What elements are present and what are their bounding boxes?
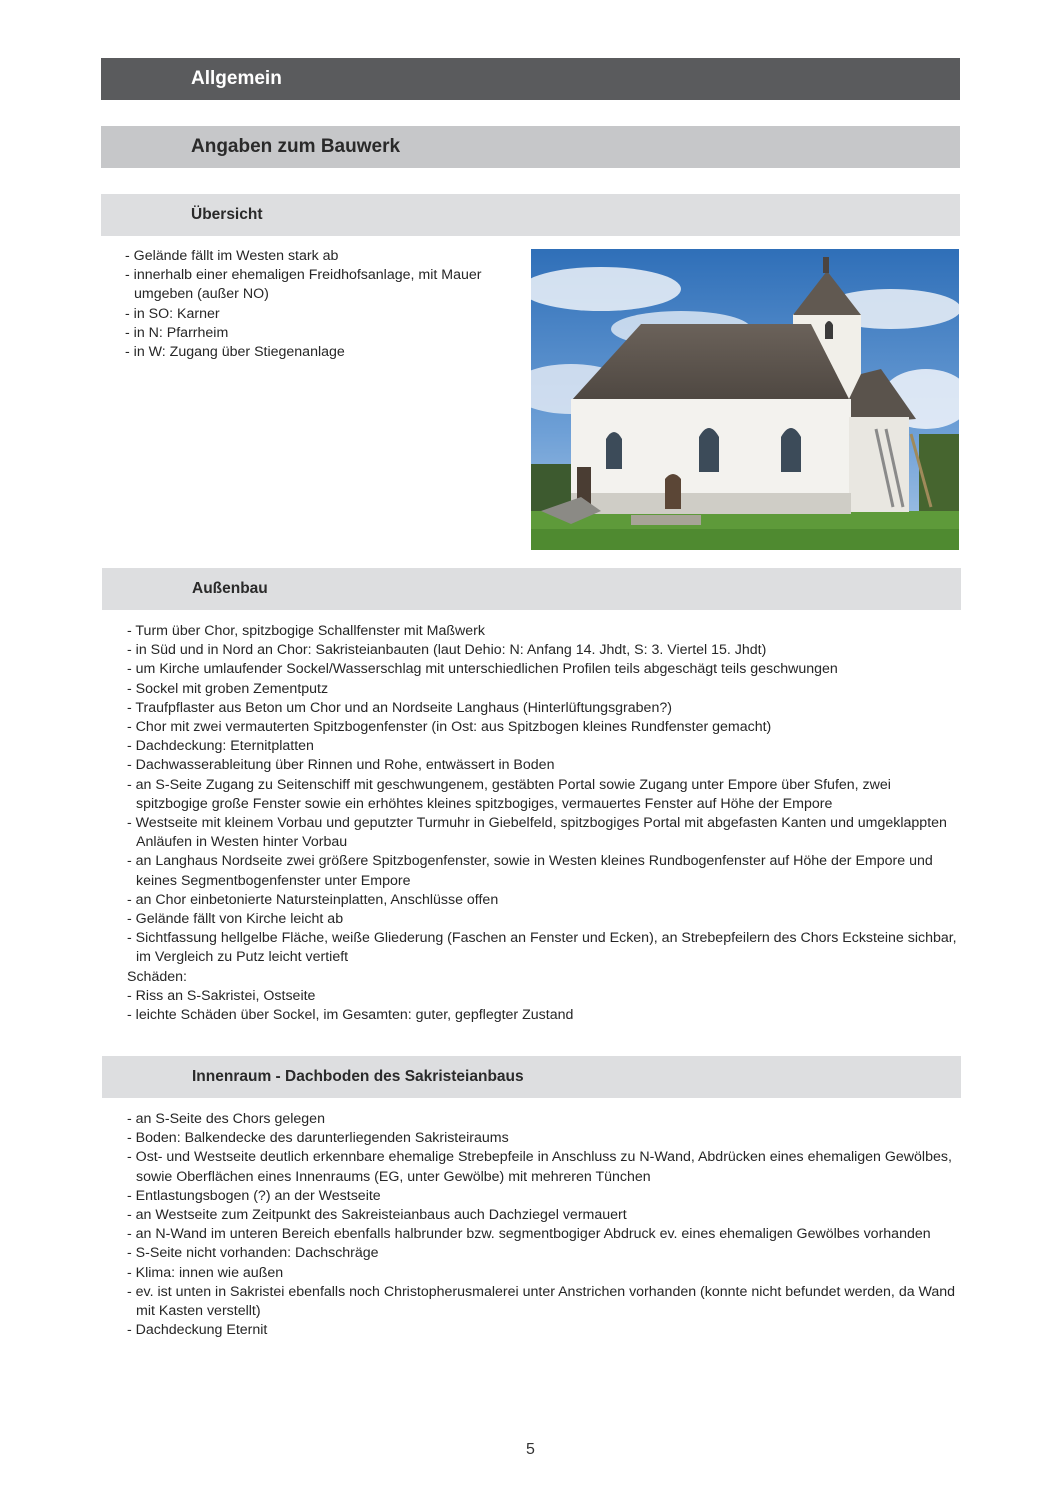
list-item: - in Süd und in Nord an Chor: Sakristeianbauten (laut Dehio: N: Anfang 14. Jhdt, S: 3. Viertel 15. Jhdt) — [127, 642, 767, 659]
list-item: - in N: Pfarrheim — [125, 324, 229, 341]
list-item: - Traufpflaster aus Beton um Chor und an Nordseite Langhaus (Hinterlüftungsgraben?) — [127, 699, 672, 716]
list-item: - an Westseite zum Zeitpunkt des Sakreisteianbaus auch Dachziegel vermauert — [127, 1207, 627, 1224]
innenraum-list — [127, 1110, 957, 1340]
list-item: - Klima: innen wie außen — [127, 1264, 284, 1281]
list-item: - an S-Seite Zugang zu Seitenschiff mit geschwungenem, gestäbten Portal sowie Zugang unter Empore über Sfufen, zwei spitzbogige große Fenster sowie ein erhöhtes kleines spitzbogiges, vermauertes Fenster auf Höhe der Empore — [127, 776, 891, 812]
chapter-header — [101, 58, 960, 100]
list-item: - Dachdeckung Eternit — [127, 1322, 268, 1339]
section-header — [101, 126, 960, 168]
list-item: - S-Seite nicht vorhanden: Dachschräge — [127, 1245, 379, 1262]
list-item: - Entlastungsbogen (?) an der Westseite — [127, 1187, 381, 1204]
list-item: - ev. ist unten in Sakristei ebenfalls noch Christopherusmalerei unter Anstrichen vorhanden (konnte nicht befundet werden, da Wand mit Kasten verstellt) — [127, 1283, 956, 1320]
list-item: - Turm über Chor, spitzbogige Schallfenster mit Maßwerk — [127, 623, 485, 639]
list-item: - Boden: Balkendecke des darunterliegenden Sakristeiraums — [127, 1130, 509, 1147]
list-item: - an Langhaus Nordseite zwei größere Spitzbogenfenster, sowie in Westen kleines Rundbogenfenster auf Höhe der Empore und keines Segmentbogenfenster unter Empore — [127, 853, 933, 889]
list-item: - Ost- und Westseite deutlich erkennbare ehemalige Strebepfeile in Anschluss zu N-Wand, Abdrücken eines ehemaligen Gewölbes, sowie Oberflächen eines Innenraums (EG, unter Gewölbe) mit mehreren Tünchen — [127, 1149, 952, 1185]
list-item: - Gelände fällt von Kirche leicht ab — [127, 911, 344, 928]
list-item: - Sockel mit groben Zementputz — [127, 680, 329, 697]
aussenbau-list — [127, 622, 957, 1025]
church-photo — [531, 249, 959, 550]
list-item: - Westseite mit kleinem Vorbau und geputzter Turmuhr in Giebelfeld, spitzbogiges Portal mit abgefasten Kanten und umgeklappten Anläufen in Westen hinter Vorbau — [127, 815, 947, 851]
list-item: - in SO: Karner — [125, 305, 220, 322]
chapter-title: Allgemein — [191, 68, 282, 89]
list-item: - Gelände fällt im Westen stark ab — [125, 248, 339, 264]
section-title: Angaben zum Bauwerk — [191, 136, 401, 157]
uebersicht-list — [125, 247, 485, 362]
list-item: - Riss an S-Sakristei, Ostseite — [127, 987, 316, 1004]
list-item: - innerhalb einer ehemaligen Freidhofsanlage, mit Mauer umgeben (außer NO) — [125, 267, 482, 303]
list-item: - in W: Zugang über Stiegenanlage — [125, 344, 345, 361]
list-item: - an S-Seite des Chors gelegen — [127, 1111, 325, 1127]
subsection-title: Übersicht — [191, 206, 263, 223]
list-item: - Chor mit zwei vermauterten Spitzbogenfenster (in Ost: aus Spitzbogen kleines Rundfenster gemacht) — [127, 719, 772, 736]
list-item: - Dachdeckung: Eternitplatten — [127, 738, 314, 755]
list-item: - Dachwasserableitung über Rinnen und Rohe, entwässert in Boden — [127, 757, 555, 774]
list-item: - Sichtfassung hellgelbe Fläche, weiße Gliederung (Faschen an Fenster und Ecken), an Strebepfeilern des Chors Ecksteine sichbar, im Vergleich zu Putz leicht vertieft — [127, 930, 957, 966]
list-item: - an Chor einbetonierte Natursteinplatten, Anschlüsse offen — [127, 891, 499, 908]
subsection-header-innenraum — [102, 1056, 961, 1098]
subsection-title: Innenraum - Dachboden des Sakristeianbaus — [192, 1068, 524, 1085]
list-item: - leichte Schäden über Sockel, im Gesamten: guter, gepflegter Zustand — [127, 1007, 574, 1024]
page-number: 5 — [526, 1441, 535, 1458]
list-item: Schäden: — [127, 968, 187, 985]
list-item: - um Kirche umlaufender Sockel/Wasserschlag mit unterschiedlichen Profilen teils abgeschägt teils geschwungen — [127, 661, 838, 678]
subsection-title: Außenbau — [192, 580, 268, 597]
subsection-header-aussenbau — [102, 568, 961, 610]
list-item: - an N-Wand im unteren Bereich ebenfalls halbrunder bzw. segmentbogiger Abdruck ev. eines ehemaligen Gewölbes vorhanden — [127, 1226, 931, 1243]
subsection-header-uebersicht — [101, 194, 960, 236]
